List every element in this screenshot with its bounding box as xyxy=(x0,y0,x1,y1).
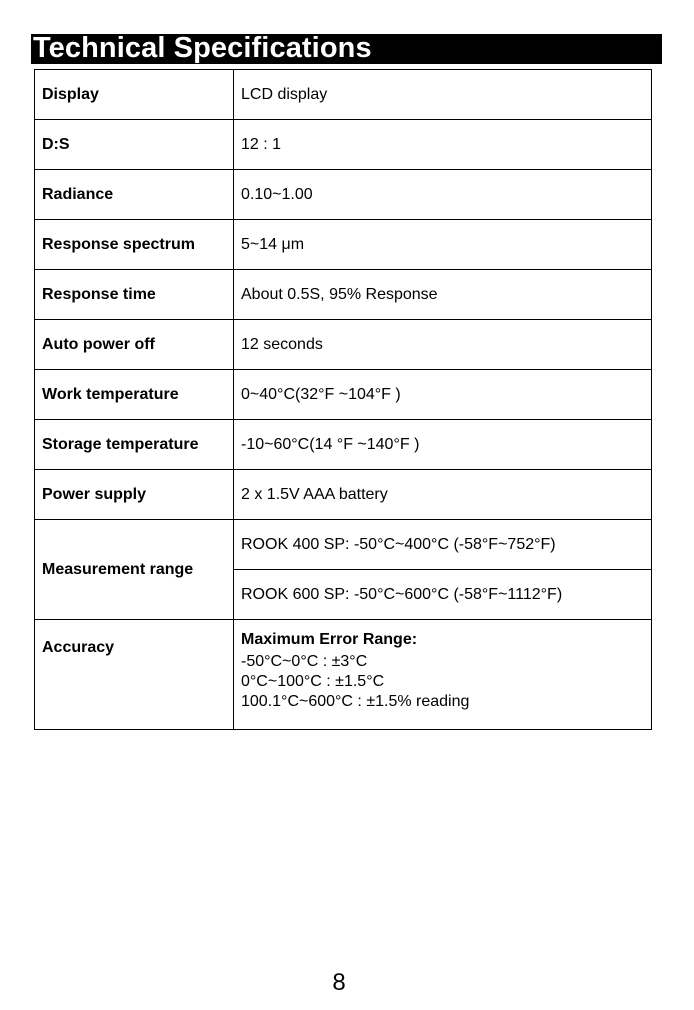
spec-label: Accuracy xyxy=(35,620,234,730)
table-row-response-spectrum xyxy=(35,220,652,270)
table-row-power-supply xyxy=(35,470,652,520)
spec-label: D:S xyxy=(35,120,234,170)
spec-label: Storage temperature xyxy=(35,420,234,470)
spec-value: 0~40°C(32°F ~104°F ) xyxy=(234,370,652,420)
page-number: 8 xyxy=(332,969,346,996)
table-row-storage-temperature xyxy=(35,420,652,470)
spec-value: ROOK 600 SP: -50°C~600°C (-58°F~1112°F) xyxy=(234,570,652,620)
spec-label: Measurement range xyxy=(35,520,234,620)
spec-label: Response spectrum xyxy=(35,220,234,270)
spec-value: ROOK 400 SP: -50°C~400°C (-58°F~752°F) xyxy=(234,520,652,570)
table-row-measurement-range xyxy=(35,520,652,570)
spec-label: Radiance xyxy=(35,170,234,220)
page-title: Technical Specifications xyxy=(33,32,372,64)
spec-value: LCD display xyxy=(234,70,652,120)
spec-label: Work temperature xyxy=(35,370,234,420)
spec-value: -10~60°C(14 °F ~140°F ) xyxy=(234,420,652,470)
table-row-display xyxy=(35,70,652,120)
specifications-table xyxy=(34,69,652,730)
table-row-auto-power-off xyxy=(35,320,652,370)
table-row-ds xyxy=(35,120,652,170)
spec-value: 12 : 1 xyxy=(234,120,652,170)
spec-value: 2 x 1.5V AAA battery xyxy=(234,470,652,520)
accuracy-line: 100.1°C~600°C : ±1.5% reading xyxy=(241,693,470,710)
table-row-response-time xyxy=(35,270,652,320)
spec-label: Response time xyxy=(35,270,234,320)
accuracy-heading: Maximum Error Range: xyxy=(241,631,418,648)
spec-value: 12 seconds xyxy=(234,320,652,370)
title-bar xyxy=(31,34,662,64)
spec-label: Display xyxy=(35,70,234,120)
table-row-accuracy xyxy=(35,620,652,730)
spec-value: About 0.5S, 95% Response xyxy=(234,270,652,320)
spec-label: Auto power off xyxy=(35,320,234,370)
spec-value: 5~14 μm xyxy=(234,220,652,270)
accuracy-line: 0°C~100°C : ±1.5°C xyxy=(241,673,385,690)
accuracy-line: -50°C~0°C : ±3°C xyxy=(241,653,368,670)
spec-label: Power supply xyxy=(35,470,234,520)
accuracy-value xyxy=(234,620,652,730)
table-row-work-temperature xyxy=(35,370,652,420)
table-row-radiance xyxy=(35,170,652,220)
spec-value: 0.10~1.00 xyxy=(234,170,652,220)
